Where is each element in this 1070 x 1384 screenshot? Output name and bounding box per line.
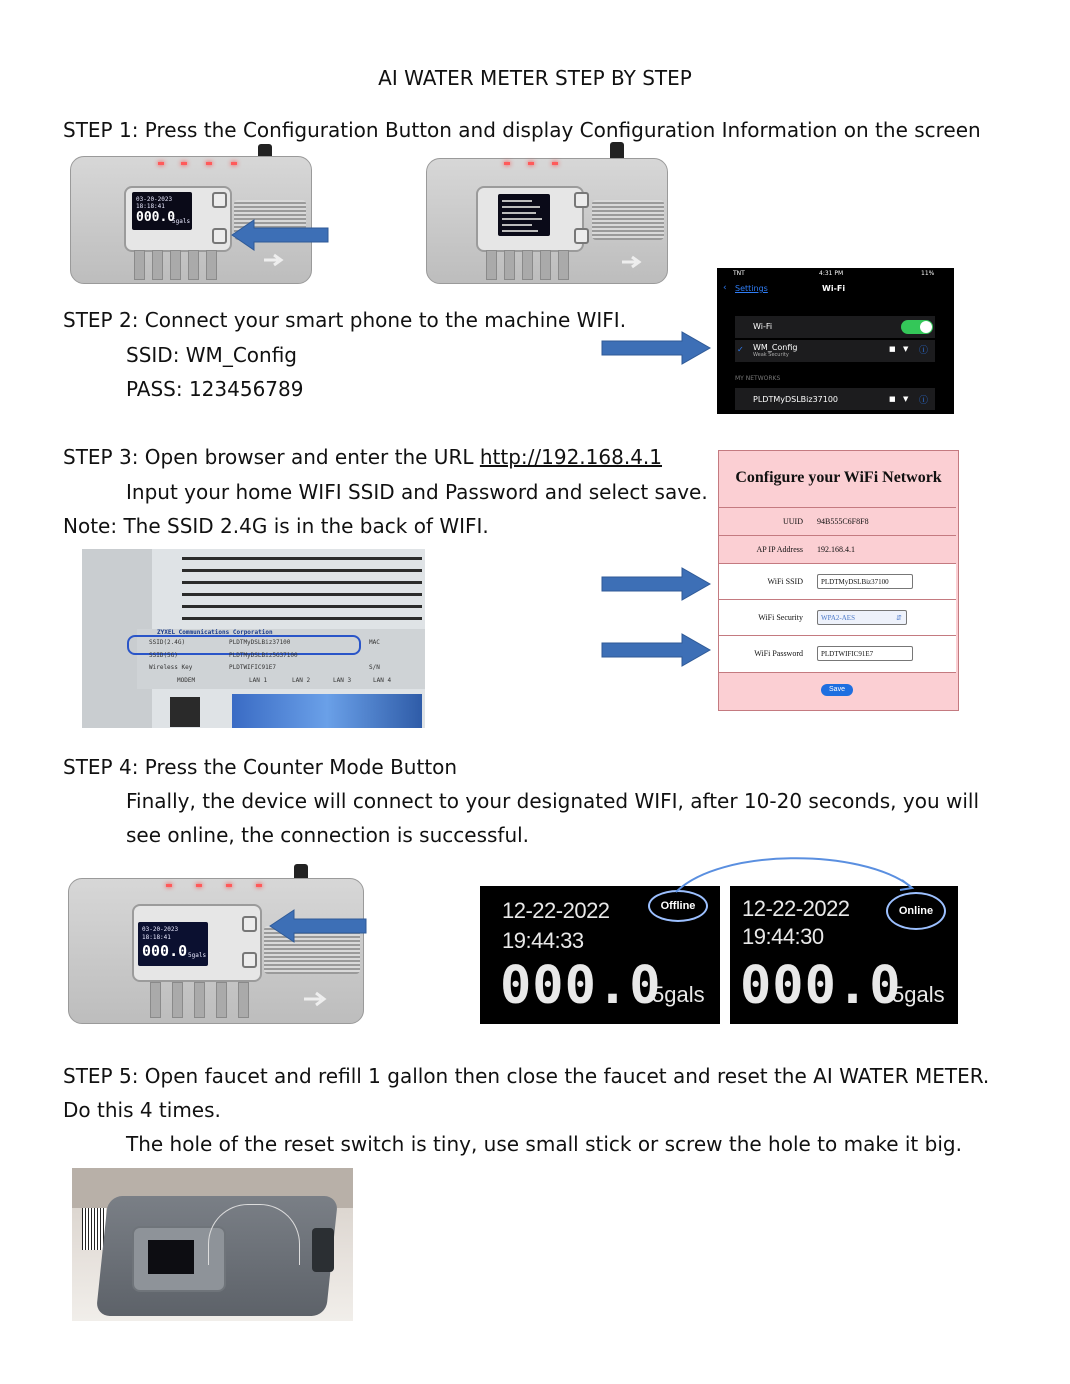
select-arrows-icon: ⇵ bbox=[896, 614, 902, 622]
arrow-left-icon bbox=[268, 908, 368, 944]
screen-reading: 000.0 bbox=[136, 210, 176, 225]
led bbox=[181, 162, 187, 165]
arrow-right-icon bbox=[600, 566, 712, 602]
led bbox=[166, 884, 172, 887]
rib bbox=[150, 982, 161, 1018]
counter-mode-button[interactable] bbox=[242, 952, 257, 968]
modem-port bbox=[170, 697, 200, 727]
rib bbox=[172, 982, 183, 1018]
lcd-date: 12-22-2022 bbox=[502, 898, 610, 923]
lan4-label: LAN 4 bbox=[373, 677, 392, 684]
network-row-other[interactable] bbox=[735, 388, 935, 410]
config-button[interactable] bbox=[242, 916, 257, 932]
ap-ip-row bbox=[719, 535, 956, 564]
rib bbox=[522, 250, 533, 280]
step4-text: STEP 4: Press the Counter Mode Button bbox=[63, 755, 458, 779]
device-photo-1 bbox=[66, 142, 330, 284]
step1-text: STEP 1: Press the Configuration Button and display Configuration Information on the screen bbox=[63, 118, 981, 142]
status-time: 4:31 PM bbox=[819, 270, 844, 277]
led bbox=[504, 162, 510, 165]
ap-ip-label: AP IP Address bbox=[756, 545, 803, 554]
wifi-config-form bbox=[718, 450, 959, 711]
uuid-label: UUID bbox=[783, 517, 803, 526]
step3-prefix: STEP 3: Open browser and enter the URL bbox=[63, 445, 480, 469]
ssid-input[interactable]: PLDTMyDSLBiz37100 bbox=[817, 574, 913, 589]
arrow-right-icon bbox=[262, 252, 288, 268]
led bbox=[256, 884, 262, 887]
security-select[interactable] bbox=[817, 610, 907, 625]
mac-label: MAC bbox=[369, 639, 380, 646]
step2-pass: PASS: 123456789 bbox=[126, 377, 304, 401]
password-input[interactable]: PLDTWIFIC91E7 bbox=[817, 646, 913, 661]
lcd-reading: 000.0 bbox=[500, 956, 662, 1016]
led bbox=[158, 162, 164, 165]
checkmark-icon: ✓ bbox=[737, 345, 744, 354]
network-name: WM_Config bbox=[753, 343, 798, 352]
connector-arc bbox=[660, 856, 920, 896]
rib bbox=[134, 250, 145, 280]
step3-url-link[interactable]: http://192.168.4.1 bbox=[479, 445, 662, 469]
reset-device-photo bbox=[72, 1168, 353, 1321]
arrow-right-icon bbox=[600, 632, 712, 668]
wifi-toggle-row bbox=[735, 316, 935, 338]
page-title: AI WATER METER STEP BY STEP bbox=[378, 66, 692, 90]
arrow-right-icon bbox=[600, 330, 712, 366]
security-row bbox=[719, 599, 956, 636]
lcd-reading: 000.0 bbox=[740, 956, 902, 1016]
form-title: Configure your WiFi Network bbox=[735, 469, 942, 486]
screen-time: 18:18:41 bbox=[136, 203, 165, 210]
step5-line2: Do this 4 times. bbox=[63, 1098, 221, 1122]
ethernet-cables bbox=[232, 694, 422, 728]
lock-icon: ■ bbox=[889, 395, 896, 403]
screen-unit: 5gals bbox=[188, 952, 207, 959]
lcd-date: 12-22-2022 bbox=[742, 896, 850, 921]
key-label: Wireless Key bbox=[149, 664, 193, 671]
led bbox=[196, 884, 202, 887]
counter-mode-button[interactable] bbox=[212, 228, 227, 244]
rib bbox=[486, 250, 497, 280]
screen-date: 03-20-2023 bbox=[142, 926, 179, 933]
step3-line2: Input your home WIFI SSID and Password and select save. bbox=[126, 480, 708, 504]
step4-line3: see online, the connection is successful. bbox=[126, 823, 530, 847]
security-label: WiFi Security bbox=[758, 613, 803, 622]
wire bbox=[208, 1204, 300, 1265]
security-value: WPA2-AES bbox=[821, 614, 855, 622]
password-row bbox=[719, 635, 956, 673]
device-screen-config bbox=[498, 194, 550, 236]
device-screen bbox=[138, 922, 208, 966]
screen-unit: 5gals bbox=[172, 218, 191, 225]
status-offline-badge: Offline bbox=[648, 890, 708, 922]
rib bbox=[238, 982, 249, 1018]
rib bbox=[558, 250, 569, 280]
router-brand: ZYXEL Communications Corporation bbox=[157, 629, 273, 636]
networks-section-label: MY NETWORKS bbox=[735, 375, 781, 382]
wifi-toggle[interactable] bbox=[901, 320, 933, 334]
rib bbox=[152, 250, 163, 280]
wifi-label: Wi-Fi bbox=[753, 322, 773, 331]
device-screen bbox=[132, 192, 192, 230]
lcd-unit: 5gals bbox=[892, 982, 945, 1007]
device-photo-2 bbox=[424, 142, 670, 284]
lcd-panel-online bbox=[730, 886, 958, 1024]
rib bbox=[170, 250, 181, 280]
router-label-photo bbox=[82, 549, 425, 728]
network-row-connected[interactable] bbox=[735, 340, 935, 362]
step2-ssid: SSID: WM_Config bbox=[126, 343, 297, 367]
led bbox=[226, 884, 232, 887]
ssid-label: WiFi SSID bbox=[767, 577, 803, 586]
lan1-label: LAN 1 bbox=[249, 677, 268, 684]
arrow-right-icon bbox=[302, 990, 332, 1008]
uuid-row bbox=[719, 507, 956, 536]
info-icon[interactable]: ⓘ bbox=[919, 396, 929, 406]
phone-wifi-screenshot bbox=[717, 268, 954, 414]
back-chevron-icon[interactable]: ‹ bbox=[723, 283, 727, 293]
led bbox=[528, 162, 534, 165]
screen-reading: 000.0 bbox=[142, 942, 188, 960]
info-icon[interactable]: ⓘ bbox=[919, 346, 929, 356]
back-settings-link[interactable]: Settings bbox=[735, 284, 768, 293]
arrow-right-icon bbox=[620, 254, 646, 270]
lock-icon: ■ bbox=[889, 345, 896, 353]
network-name: PLDTMyDSLBiz37100 bbox=[753, 395, 839, 404]
carrier: TNT bbox=[733, 270, 745, 277]
rib bbox=[216, 982, 227, 1018]
step3-text bbox=[63, 445, 662, 469]
modem-label: MODEM bbox=[177, 677, 196, 684]
ssid24-value: PLDTMyDSLBiz37100 bbox=[229, 639, 291, 646]
rib bbox=[188, 250, 199, 280]
ap-ip-value: 192.168.4.1 bbox=[817, 545, 855, 554]
ssid5-value: PLDTMyDSLBiz5G37100 bbox=[229, 652, 298, 659]
config-button[interactable] bbox=[212, 192, 227, 208]
battery: 11% bbox=[921, 270, 935, 277]
ssid-row bbox=[719, 563, 956, 600]
device-photo-3 bbox=[56, 862, 366, 1026]
arrow-left-icon bbox=[230, 218, 330, 252]
uuid-value: 94B555C6F8F8 bbox=[817, 517, 869, 526]
step2-text: STEP 2: Connect your smart phone to the machine WIFI. bbox=[63, 308, 627, 332]
sn-label: S/N bbox=[369, 664, 380, 671]
device-screen bbox=[148, 1240, 194, 1274]
password-label: WiFi Password bbox=[754, 649, 803, 658]
ssid5-label: SSID(5G) bbox=[149, 652, 178, 659]
lcd-time: 19:44:33 bbox=[502, 928, 584, 953]
network-note: Weak Security bbox=[753, 352, 789, 358]
wifi-signal-icon: ▼ bbox=[903, 395, 909, 403]
coil bbox=[592, 200, 664, 240]
screen-title: Wi-Fi bbox=[822, 284, 846, 293]
rib bbox=[206, 250, 217, 280]
router-sticker bbox=[137, 629, 425, 689]
led bbox=[552, 162, 558, 165]
led bbox=[206, 162, 212, 165]
lcd-time: 19:44:30 bbox=[742, 924, 824, 949]
screen-date: 03-20-2023 bbox=[136, 196, 173, 203]
step3-note: Note: The SSID 2.4G is in the back of WIFI. bbox=[63, 514, 489, 538]
step5-line3: The hole of the reset switch is tiny, use small stick or screw the hole to make it big. bbox=[126, 1132, 962, 1156]
counter-mode-button[interactable] bbox=[574, 228, 589, 244]
step4-line2: Finally, the device will connect to your designated WIFI, after 10-20 seconds, you will bbox=[126, 789, 979, 813]
save-button[interactable]: Save bbox=[821, 684, 853, 696]
rib bbox=[194, 982, 205, 1018]
rib bbox=[504, 250, 515, 280]
step5-text: STEP 5: Open faucet and refill 1 gallon then close the faucet and reset the AI WATER METER. bbox=[63, 1064, 990, 1088]
rib bbox=[540, 250, 551, 280]
lan3-label: LAN 3 bbox=[333, 677, 352, 684]
lan2-label: LAN 2 bbox=[292, 677, 311, 684]
ssid24-label: SSID(2.4G) bbox=[149, 639, 186, 646]
device-side bbox=[312, 1228, 334, 1272]
status-online-badge: Online bbox=[886, 892, 946, 930]
screen-time: 18:18:41 bbox=[142, 934, 171, 941]
lcd-unit: 5gals bbox=[652, 982, 705, 1007]
key-value: PLDTWIFIC91E7 bbox=[229, 664, 276, 671]
led bbox=[231, 162, 237, 165]
wifi-signal-icon: ▼ bbox=[903, 345, 909, 353]
lcd-panel-offline bbox=[480, 886, 720, 1024]
config-button[interactable] bbox=[574, 192, 589, 208]
